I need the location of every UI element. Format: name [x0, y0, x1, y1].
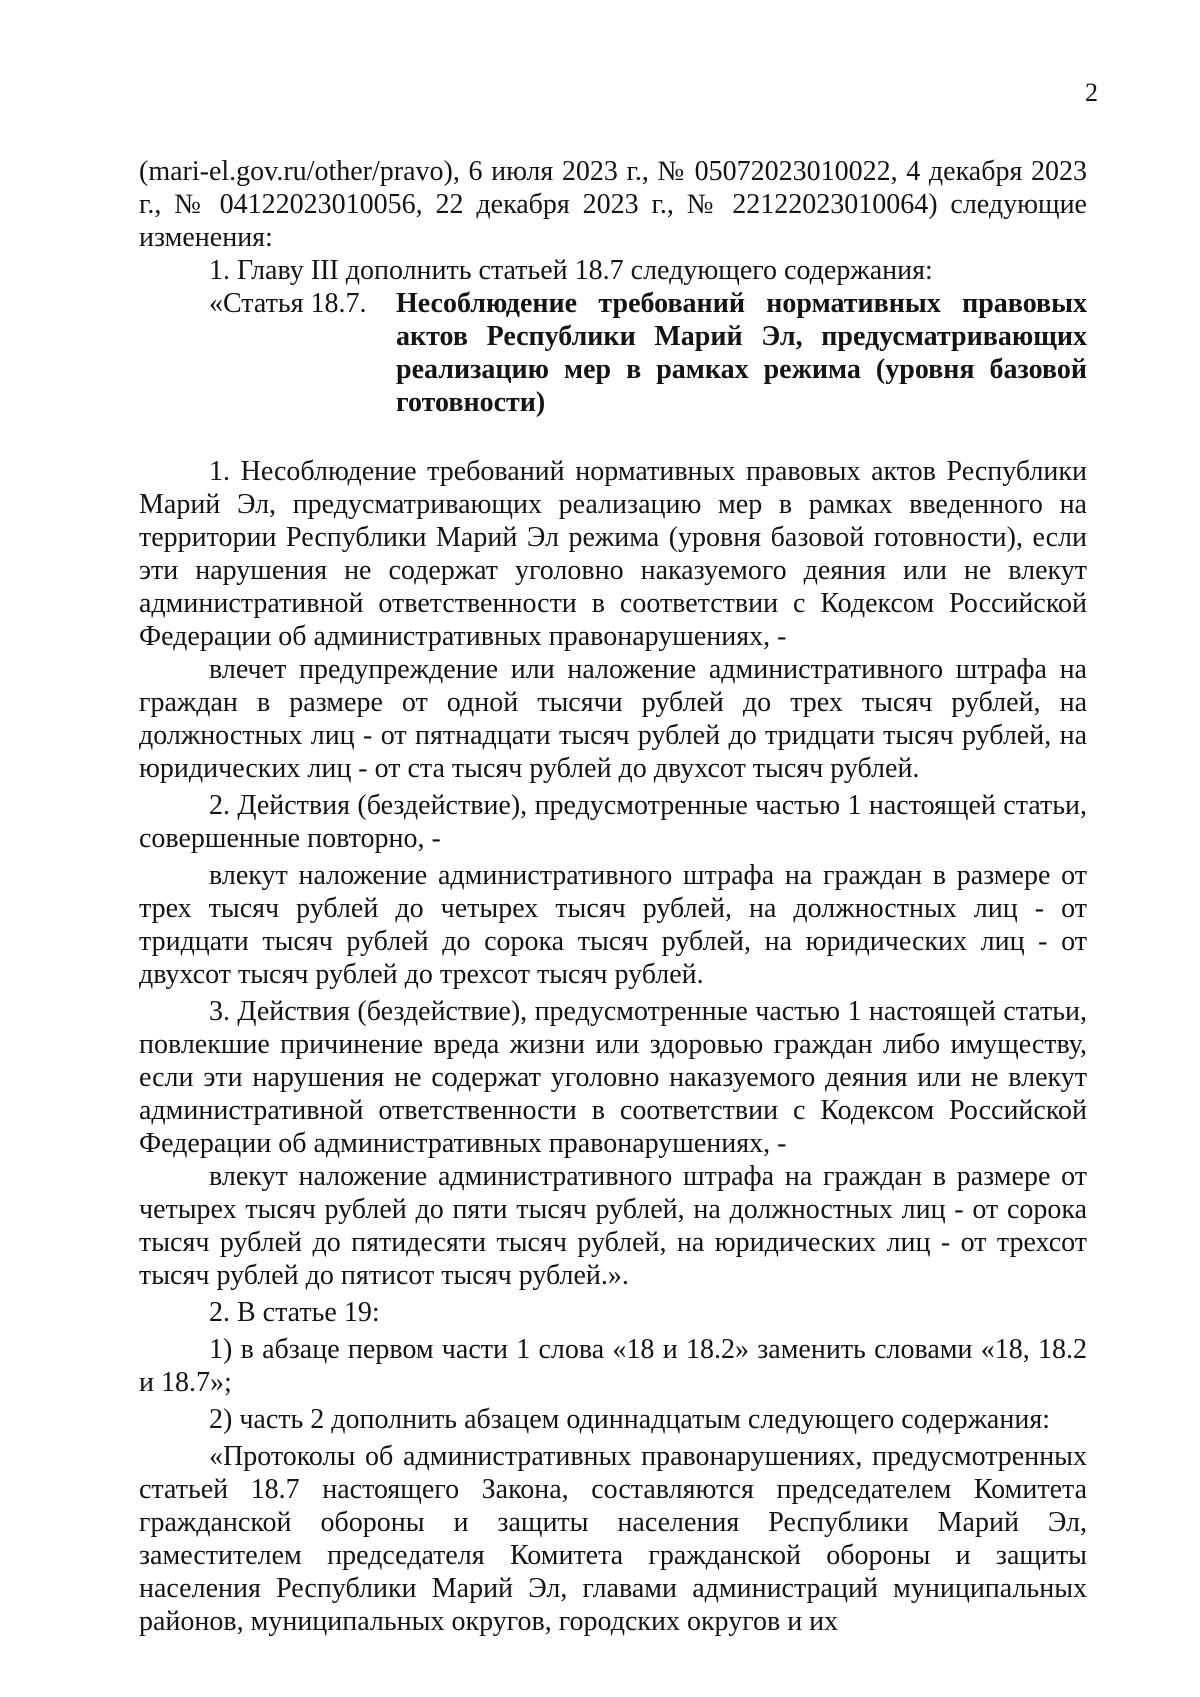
amendment-item-2: 2. В статье 19:: [209, 1297, 380, 1328]
intro-paragraph: (mari-el.gov.ru/other/pravo), 6 июля 2023 г., № 05072023010022, 4 декабря 2023 г., № 04122023010056, 22 декабря 2023 г., № 22122023010064) следующие изменения:: [139, 156, 1087, 253]
article-part-2: 2. Действия (бездействие), предусмотренные частью 1 настоящей статьи, совершенные повторно, -: [139, 790, 1087, 854]
page-number: 2: [1085, 78, 1098, 107]
article-heading: [139, 287, 1087, 419]
subitem-1: 1) в абзаце первом части 1 слова «18 и 18.2» заменить словами «18, 18.2 и 18.7»;: [139, 1334, 1087, 1398]
amendment-item-1: 1. Главу III дополнить статьей 18.7 следующего содержания:: [209, 255, 933, 286]
article-title: Несоблюдение требований нормативных правовых актов Республики Марий Эл, предусматривающих реализацию мер в рамках режима (уровня базовой готовности): [396, 288, 1087, 418]
subitem-2: 2) часть 2 дополнить абзацем одиннадцатым следующего содержания:: [209, 1404, 1050, 1435]
document-body: [139, 155, 1087, 1638]
article-number: «Статья 18.7.: [209, 288, 367, 319]
quoted-paragraph: «Протоколы об административных правонарушениях, предусмотренных статьей 18.7 настоящего Закона, составляются председателем Комитета гражданской обороны и защиты населения Республики Марий Эл, заместителем председателя Комитета гражданской обороны и защиты населения Республики Марий Эл, главами администраций муниципальных районов, муниципальных округов, городских округов и их: [139, 1441, 1087, 1637]
article-part-3: 3. Действия (бездействие), предусмотренные частью 1 настоящей статьи, повлекшие причинение вреда жизни или здоровью граждан либо имуществу, если эти нарушения не содержат уголовно наказуемого деяния или не влекут административной ответственности в соответствии с Кодексом Российской Федерации об административных правонарушениях, -: [139, 996, 1087, 1159]
sanction-3: влекут наложение административного штрафа на граждан в размере от четырех тысяч рублей до пяти тысяч рублей, на должностных лиц - от сорока тысяч рублей до пятидесяти тысяч рублей, на юридических лиц - от трехсот тысяч рублей до пятисот тысяч рублей.».: [139, 1161, 1087, 1291]
spacer: [139, 419, 1087, 455]
article-part-1: 1. Несоблюдение требований нормативных правовых актов Республики Марий Эл, предусматривающих реализацию мер в рамках введенного на территории Республики Марий Эл режима (уровня базовой готовности), если эти нарушения не содержат уголовно наказуемого деяния или не влекут административной ответственности в соответствии с Кодексом Российской Федерации об административных правонарушениях, -: [139, 456, 1087, 652]
sanction-2: влекут наложение административного штрафа на граждан в размере от трех тысяч рублей до четырех тысяч рублей, на должностных лиц - от тридцати тысяч рублей до сорока тысяч рублей, на юридических лиц - от двухсот тысяч рублей до трехсот тысяч рублей.: [139, 860, 1087, 990]
sanction-1: влечет предупреждение или наложение административного штрафа на граждан в размере от одной тысячи рублей до трех тысяч рублей, на должностных лиц - от пятнадцати тысяч рублей до тридцати тысяч рублей, на юридических лиц - от ста тысяч рублей до двухсот тысяч рублей.: [139, 654, 1087, 784]
